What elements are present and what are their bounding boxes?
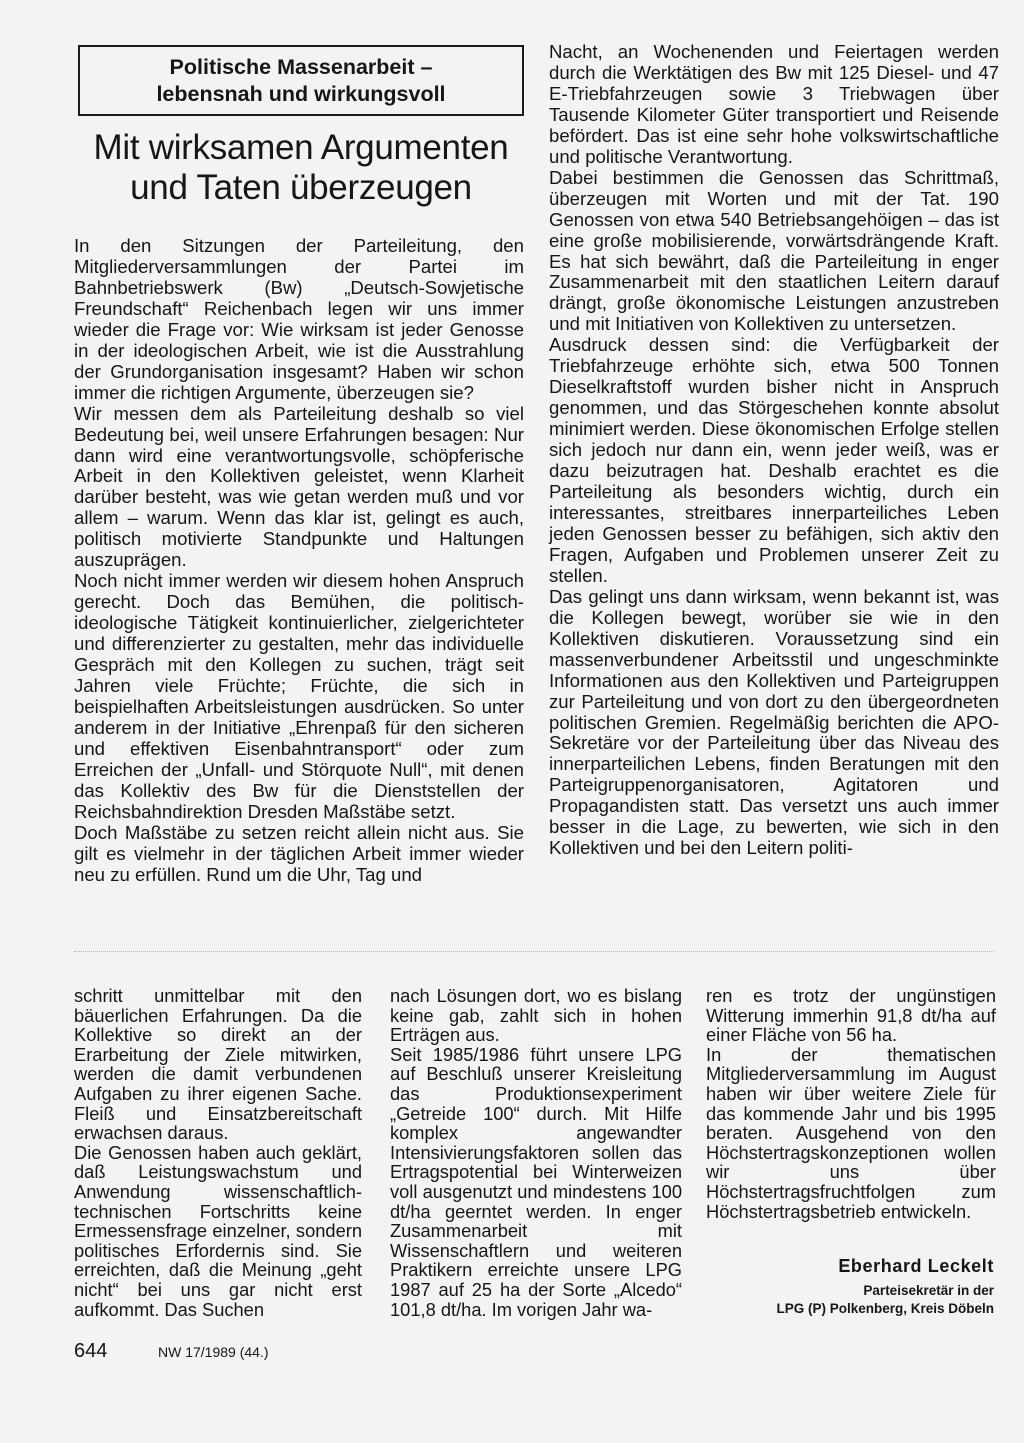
paragraph: Dabei bestimmen die Genossen das Schrittmaß, überzeugen mit Worten und mit der Tat. 190 Genossen von etwa 540 Betriebsangehöigen – das ist eine große mobilisierende, vorwärtsdrängende Kraft. Es hat sich bewährt, daß die Parteileitung in enger Zusammenarbeit mit den staatlichen Leitern darauf drängt, große ökonomische Leistungen anzustreben und mit Initiativen von Kollektiven zu untersetzen.: [549, 166, 999, 335]
kicker-box: [78, 45, 524, 116]
bottom-column-1: [74, 986, 362, 1319]
issue-reference: NW 17/1989 (44.): [158, 1344, 269, 1360]
article-column-left: [74, 236, 524, 886]
paragraph: nach Lösungen dort, wo es bislang keine gab, zahlt sich in hohen Erträgen aus.: [390, 985, 682, 1046]
author-role-line-1: Parteisekretär in der: [863, 1283, 994, 1298]
headline: [78, 128, 524, 208]
section-divider: [74, 951, 994, 952]
article-column-right: [549, 42, 999, 859]
headline-line-1: Mit wirksamen Argumenten: [93, 128, 509, 167]
paragraph: Doch Maßstäbe zu setzen reicht allein nicht aus. Sie gilt es vielmehr in der täglichen Arbeit immer wieder neu zu erfüllen. Rund um die Uhr, Tag und: [74, 821, 524, 885]
paragraph: ren es trotz der ungünstigen Witterung immerhin 91,8 dt/ha auf einer Fläche von 56 ha.: [706, 985, 996, 1046]
paragraph: Die Genossen haben auch geklärt, daß Leistungswachstum und Anwendung wissenschaftlich-technischen Fortschritts keine Ermessensfrage einzelner, sondern politisches Erfordernis sind. Sie erreichten, daß die Meinung „geht nicht“ bei uns gar nicht erst aufkommt. Das Suchen: [74, 1141, 362, 1320]
paragraph: Noch nicht immer werden wir diesem hohen Anspruch gerecht. Doch das Bemühen, die politisch-ideologische Tätigkeit kontinuierlicher, zielgerichteter und differenzierter zu gestalten, mehr das individuelle Gespräch mit den Kollegen zu suchen, trägt seit Jahren viele Früchte; Früchte, die sich in beispielhaften Arbeitsleistungen ausdrücken. So unter anderem in der Initiative „Ehrenpaß für den sicheren und effektiven Eisenbahntransport“ oder zum Erreichen der „Unfall- und Störquote Null“, mit denen das Kollektiv des Bw für die Dienststellen der Reichsbahndirektion Dresden Maßstäbe setzt.: [74, 570, 524, 822]
paragraph: Nacht, an Wochenenden und Feiertagen werden durch die Werktätigen des Bw mit 125 Diesel- und 47 E-Triebfahrzeugen sowie 3 Triebwagen über Tausende Kilometer Güter transportiert und Reisende befördert. Das ist eine sehr hohe volkswirtschaftliche und politische Verantwortung.: [549, 41, 999, 167]
paragraph: Seit 1985/1986 führt unsere LPG auf Beschluß unserer Kreisleitung das Produktionsexperiment „Getreide 100“ durch. Mit Hilfe komplex angewandter Intensivierungsfaktoren sollen das Ertragspotential bei Winterweizen voll ausgenutzt und mindestens 100 dt/ha geerntet werden. In enger Zusammenarbeit mit Wissenschaftlern und weiteren Praktikern erreichte unsere LPG 1987 auf 25 ha der Sorte „Alcedo“ 101,8 dt/ha. Im vorigen Jahr wa-: [390, 1043, 682, 1320]
paragraph: schritt unmittelbar mit den bäuerlichen Erfahrungen. Da die Kollektive so direkt an der Erarbeitung der Ziele mitwirken, werden die damit verbundenen Aufgaben zu ihrer eigenen Sache. Fleiß und Einsatzbereitschaft erwachsen daraus.: [74, 985, 362, 1144]
headline-line-2: und Taten überzeugen: [130, 168, 472, 207]
kicker-line-1: Politische Massenarbeit –: [169, 54, 433, 79]
author-name: Eberhard Leckelt: [838, 1256, 994, 1276]
paragraph: In der thematischen Mitgliederversammlung im August haben wir über weitere Ziele für das kommende Jahr und bis 1995 beraten. Ausgehend von den Höchstertragskonzeptionen wollen wir uns über Höchstertragsfruchtfolgen zum Höchstertragsbetrieb entwickeln.: [706, 1043, 996, 1222]
paragraph: Wir messen dem als Parteileitung deshalb so viel Bedeutung bei, weil unsere Erfahrungen besagen: Nur dann wird eine verantwortungsvolle, schöpferische Arbeit in den Kollektiven geleistet, wenn Klarheit darüber besteht, was wie getan werden muß und vor allem – warum. Wenn das klar ist, gelingt es auch, politisch motivierte Standpunkte und Haltungen auszuprägen.: [74, 402, 524, 571]
page-number: 644: [74, 1340, 108, 1362]
paragraph: Ausdruck dessen sind: die Verfügbarkeit der Triebfahrzeuge erhöhte sich, etwa 500 Tonnen Dieselkraftstoff wurden bisher nicht in Anspruch genommen, und das Störgeschehen konnte absolut minimiert werden. Diese ökonomischen Erfolge stellen sich jedoch nur dann ein, wenn jeder weiß, was er dazu beizutragen hat. Deshalb erachtet es die Parteileitung als besonders wichtig, durch ein interessantes, streitbares innerparteiliches Leben jeden Genossen besser zu befähigen, sich aktiv den Fragen, Aufgaben und Problemen unserer Zeit zu stellen.: [549, 334, 999, 586]
author-role: [714, 1282, 994, 1318]
bottom-column-3: [706, 986, 996, 1221]
paragraph: Das gelingt uns dann wirksam, wenn bekannt ist, was die Kollegen bewegt, worüber sie wie in den Kollektiven diskutieren. Voraussetzung sind ein massenverbundener Arbeitsstil und ungeschminkte Informationen aus den Kollektiven und Parteigruppen zur Parteileitung und von dort zu den übergeordneten politischen Gremien. Regelmäßig berichten die APO-Sekretäre vor der Parteileitung über das Niveau des innerparteilichen Lebens, finden Beratungen mit den Parteigruppenorganisatoren, Agitatoren und Propagandisten statt. Das versetzt uns auch immer besser in die Lage, zu bewerten, wie sich in den Kollektiven und bei den Leitern politi-: [549, 585, 999, 859]
paragraph: In den Sitzungen der Parteileitung, den Mitgliederversammlungen der Partei im Bahnbetriebswerk (Bw) „Deutsch-Sowjetische Freundschaft“ Reichenbach legen wir uns immer wieder die Frage vor: Wie wirksam ist jeder Genosse in der ideologischen Arbeit, wie ist die Ausstrahlung der Grundorganisation insgesamt? Haben wir schon immer die richtigen Argumente, überzeugen sie?: [74, 235, 524, 403]
author-role-line-2: LPG (P) Polkenberg, Kreis Döbeln: [776, 1301, 994, 1316]
kicker-line-2: lebensnah und wirkungsvoll: [156, 81, 446, 106]
bottom-column-2: [390, 986, 682, 1319]
